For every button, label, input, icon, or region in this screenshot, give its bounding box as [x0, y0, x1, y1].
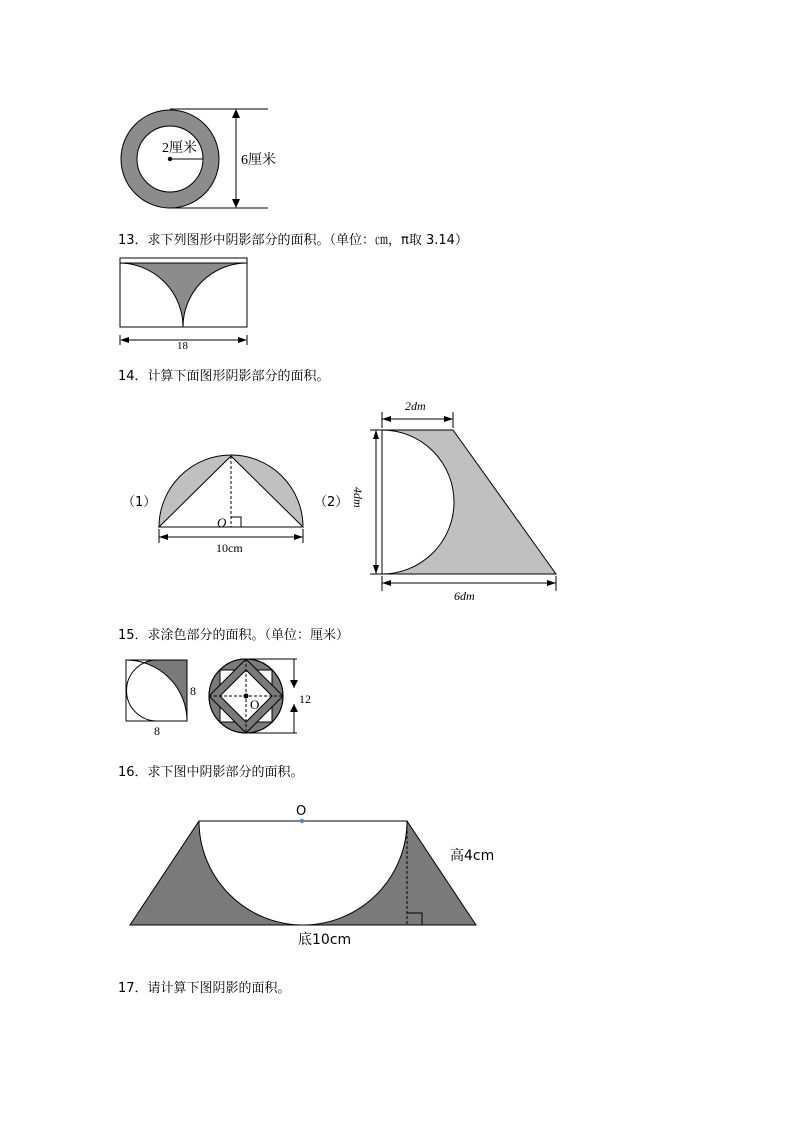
- square-side-right-label: 8: [190, 684, 196, 698]
- arrow-right: [294, 534, 303, 540]
- q13-arrow-right: [238, 337, 247, 343]
- square-side-bottom-label: 8: [154, 724, 160, 738]
- top-arrow-left: [382, 416, 391, 422]
- diameter-label: 12: [299, 692, 311, 706]
- top-arrow-right: [444, 416, 453, 422]
- question-16-text: 16．求下图中阴影部分的面积。: [118, 765, 304, 780]
- center-o-label: O: [296, 804, 307, 819]
- question-15-text: 15．求涂色部分的面积。（单位：厘米）: [118, 628, 350, 643]
- arrow-left: [159, 534, 168, 540]
- q14-part1-figure: [118, 445, 318, 560]
- q15-square-figure: [120, 652, 205, 742]
- center-o-label: O: [250, 697, 260, 712]
- height-arrow-top: [373, 430, 379, 439]
- diameter-arrow-up: [290, 704, 298, 712]
- base-label: 10cm: [216, 541, 243, 555]
- q14-part1-index: （1）: [122, 495, 157, 510]
- q13-width-label: 18: [177, 340, 188, 350]
- diameter-arrow-down: [290, 680, 298, 688]
- bottom-arrow-left: [382, 580, 391, 586]
- center-point: [300, 819, 304, 823]
- question-17-text: 17．请计算下图阴影的面积。: [118, 981, 291, 996]
- base-label: 底10cm: [298, 932, 352, 948]
- bottom-label: 6dm: [454, 589, 475, 603]
- q13-arrow-left: [120, 337, 129, 343]
- outer-height-label: 6厘米: [241, 153, 276, 168]
- height-label: 4dm: [351, 487, 365, 508]
- q14-part2-index: （2）: [314, 495, 349, 510]
- height-arrow-bottom: [373, 565, 379, 574]
- center-point: [168, 157, 172, 161]
- bottom-arrow-right: [547, 580, 556, 586]
- q16-figure: [122, 795, 512, 955]
- question-14-text: 14．计算下面图形阴影部分的面积。: [118, 369, 330, 384]
- arrowhead-down: [232, 199, 240, 208]
- q15-circle-figure: [205, 652, 320, 744]
- height-label: 高4cm: [450, 848, 495, 864]
- arrowhead-up: [232, 109, 240, 118]
- inner-radius-label: 2厘米: [162, 141, 197, 156]
- q14-part2-figure: [310, 395, 570, 605]
- q13-figure: [115, 252, 255, 350]
- q13-shaded-region: [120, 263, 247, 327]
- ring-figure: [110, 100, 290, 215]
- question-13-text: 13．求下列图形中阴影部分的面积。（单位：㎝，π取 3.14）: [118, 233, 468, 248]
- top-label: 2dm: [405, 399, 426, 413]
- center-point: [244, 694, 249, 699]
- center-o-label: O: [217, 515, 227, 530]
